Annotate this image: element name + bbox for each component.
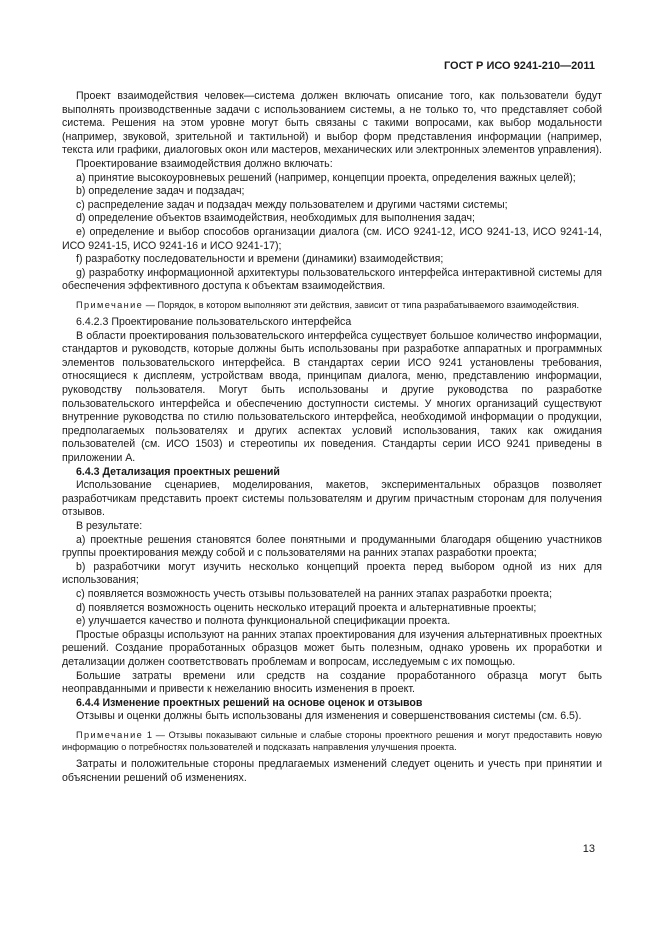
note-label: Примечание [76,299,144,310]
note-paragraph [62,299,602,311]
body-paragraph: d) определение объектов взаимодействия, необходимых для выполнения задач; [76,212,475,225]
section-heading: 6.4.3 Детализация проектных решений [76,465,280,478]
body-paragraph: a) проектные решения становятся более понятными и продуманными благодаря общению участников группы проектирования между собой и с пользователями на ранних этапах разработки проекта; [62,533,602,560]
note-label: Примечание [76,729,144,740]
document-body [62,90,602,786]
body-paragraph: Проект взаимодействия человек—система должен включать описание того, как пользователи будут выполнять производственные задачи с использованием системы, а не только то, что представляет собой система. Решения на этом уровне могут быть связаны с такими вопросами, как выбор модальности (например, звуковой, зрительной и тактильной) и выбор форм представления информации (например, текста или графики, диалоговых окон или мастеров, механических или электронных элементов управления). [62,90,602,157]
document-header: ГОСТ Р ИСО 9241-210—2011 [443,60,595,72]
section-heading: 6.4.4 Изменение проектных решений на основе оценок и отзывов [76,696,423,709]
body-paragraph: g) разработку информационной архитектуры пользовательского интерфейса интерактивной системы для обеспечения эффективного доступа к объектам взаимодействия. [62,266,602,293]
note-text: — Порядок, в котором выполняют эти действия, зависит от типа разрабатываемого взаимодействия. [143,299,580,310]
body-paragraph: Использование сценариев, моделирования, макетов, экспериментальных образцов позволяет разработчикам представить проект системы пользователям и другим причастным сторонам для получения отзывов. [62,479,602,519]
body-paragraph: e) определение и выбор способов организации диалога (см. ИСО 9241-12, ИСО 9241-13, ИСО 9241-14, ИСО 9241-15, ИСО 9241-16 и ИСО 9241-17); [62,225,602,252]
body-paragraph: f) разработку последовательности и времени (динамики) взаимодействия; [76,253,444,266]
note-paragraph [62,729,602,753]
body-paragraph: Большие затраты времени или средств на создание проработанного образца могут быть неоправданными и привести к нежеланию вносить изменения в проект. [62,669,602,696]
body-paragraph: Простые образцы используют на ранних этапах проектирования для изучения альтернативных проектных решений. Создание проработанных образцов может быть полезным, однако уровень их проработки и детализации должен соответствовать проблемам и вопросам, исследуемым с их помощью. [62,628,602,668]
body-paragraph: b) разработчики могут изучить несколько концепций проекта перед выбором одной из них для использования; [62,560,602,587]
body-paragraph: Затраты и положительные стороны предлагаемых изменений следует оценить и учесть при принятии и объяснении решений об изменениях. [62,758,602,784]
body-paragraph: Проектирование взаимодействия должно включать: [76,157,333,170]
body-paragraph: 6.4.2.3 Проектирование пользовательского интерфейса [76,316,352,329]
body-paragraph: e) улучшается качество и полнота функциональной спецификации проекта. [76,615,451,628]
body-paragraph: c) появляется возможность учесть отзывы пользователей на ранних этапах разработки проекта; [76,587,553,600]
body-paragraph: c) распределение задач и подзадач между пользователем и другими частями системы; [76,198,508,211]
body-paragraph: d) появляется возможность оценить несколько итераций проекта и альтернативные проекты; [76,601,537,614]
body-paragraph: Отзывы и оценки должны быть использованы для изменения и совершенствования системы (см. 6.5). [76,710,582,723]
body-paragraph: В результате: [76,520,143,533]
body-paragraph: В области проектирования пользовательского интерфейса существует большое количество информации, стандартов и руководств, которые должны быть использованы при разработке аппаратных и программных элементов пользовательского интерфейса. В стандартах серии ИСО 9241 установлены требования, относящиеся к дисплеям, устройствам ввода, принципам диалога, меню, представлению информации, руководству пользователя. Могут быть использованы и другие руководства по разработке пользовательского интерфейса и обеспечению доступности системы. У многих организаций существуют внутренние руководства по стилю пользовательского интерфейса, необходимой информации о продукции, предполагаемых пользователях и других аспектах условий использования, таких как ожидания пользователей (см. ИСО 1503) и стереотипы их поведения. Стандарты серии ИСО 9241 приведены в приложении А. [62,329,602,465]
body-paragraph: a) принятие высокоуровневых решений (например, концепции проекта, определения важных целей); [76,171,576,184]
page-number: 13 [582,843,595,855]
note-text: 1 — Отзывы показывают сильные и слабые стороны проектного решения и могут предоставить новую информацию о потребностях пользователей и подсказать направления улучшения проекта. [62,729,602,753]
body-paragraph: b) определение задач и подзадач; [76,185,245,198]
